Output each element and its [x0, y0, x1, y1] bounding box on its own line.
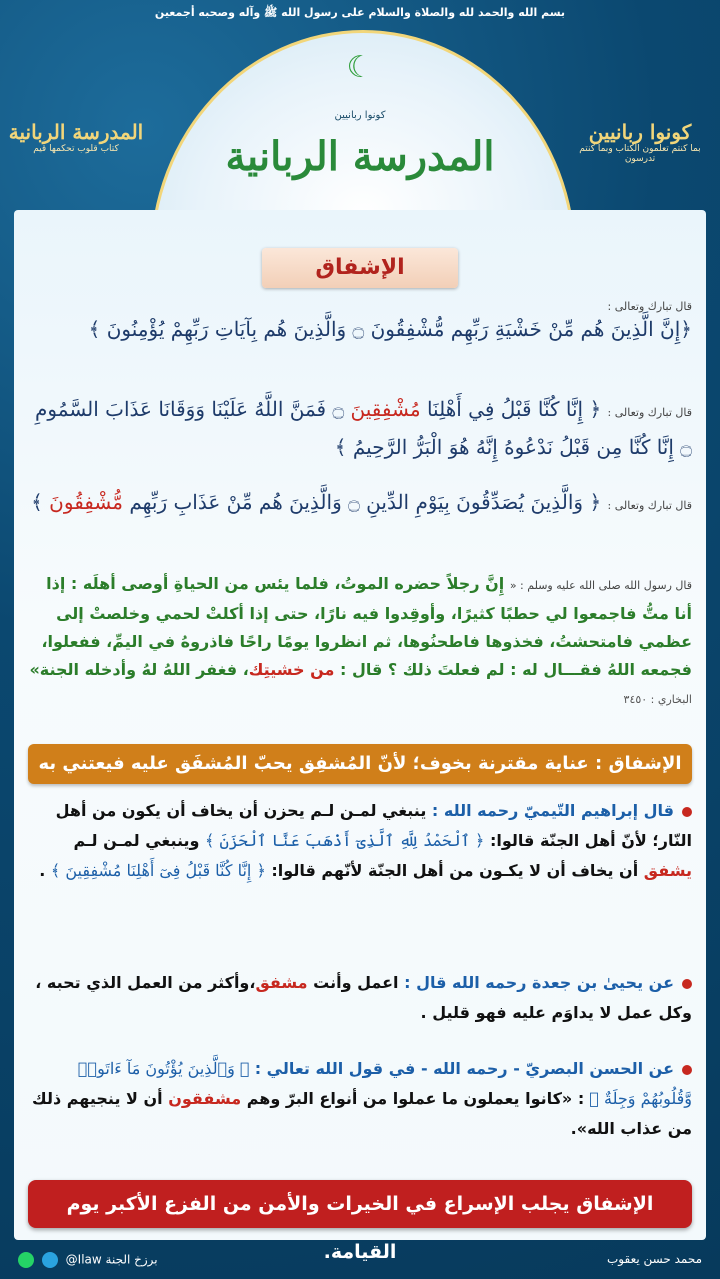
quote-highlight: يشفق	[643, 861, 692, 880]
footer	[0, 1244, 720, 1279]
hadith-highlight: من خشيتِك	[248, 660, 335, 679]
right-logo-main: كونوا ربانيين	[588, 120, 692, 144]
verse-text-part: ﴾	[31, 490, 50, 514]
conclusion-banner: الإشفاق يجلب الإسراع في الخيرات والأمن من الفزع الأكبر يوم القيامة.	[28, 1180, 692, 1228]
telegram-icon[interactable]	[42, 1252, 58, 1268]
hadith-text: ، فغفر اللهُ لهُ وأدخله الجنة»	[29, 660, 249, 679]
center-logo-sub: كونوا ربانيين	[334, 110, 386, 121]
whatsapp-icon[interactable]	[18, 1252, 34, 1268]
verse-block-3	[28, 485, 692, 523]
quote-highlight: مشفق	[255, 973, 308, 992]
verse-text-part: ﴿ وَالَّذِينَ يُصَدِّقُونَ بِيَوْمِ الدِّينِ ۝ وَالَّذِينَ هُم مِّنْ عَذَابِ رَبِّهِم	[122, 490, 602, 514]
quote-speaker: عن يحيىٰ بن جعدة رحمه الله قال :	[404, 973, 674, 992]
verse-text	[28, 313, 692, 345]
quote-verse: ﴿ إِنَّا كُنَّا قَبْلُ فِىٓ أَهْلِنَا مُشْفِقِينَ ﴾	[50, 861, 266, 880]
quote-text: أن يخاف أن لا يكـون من أهل الجنّة لأنّهم قالوا:	[265, 861, 644, 880]
left-logo-sub: كتاب قلوب تحكمها قيم	[33, 144, 119, 154]
right-logo	[570, 120, 710, 200]
verse-intro: قال تبارك وتعالى :	[607, 406, 692, 419]
quote-text: أن لا ينجيهم ذلك من عذاب الله».	[32, 1089, 692, 1138]
page-title: الإشفاق	[262, 248, 458, 288]
verse-text-part: ۝ فَمَنَّ اللَّهُ عَلَيْنَا وَوَقَانَا عَذَابَ السَّمُومِ ۝ إِنَّا كُنَّا مِن قَبْلُ نَدْعُوهُ إِنَّهُ هُوَ الْبَرُّ الرَّحِيمُ ﴾	[35, 397, 692, 459]
hadith-reference: البخاري : ٣٤٥٠	[623, 693, 692, 706]
verse-block-1	[28, 300, 692, 345]
left-logo-main: المدرسة الربانية	[8, 120, 144, 144]
verse-highlight: مُشْفِقِينَ	[350, 397, 421, 421]
quote-verse: ﴿ وَٱلَّذِينَ يُؤْتُونَ مَآ ءَاتَوا۟ وَّقُلُوبُهُمْ وَجِلَةٌ ﴾	[77, 1059, 692, 1108]
quote-text: ،وأكثر من العمل الذي تحبه ، وكل عمل لا يداوَم عليه فهو قليل .	[35, 973, 692, 1022]
center-logo-main: المدرسة الربانية	[225, 133, 495, 180]
center-logo	[225, 110, 495, 205]
quote-text: ينبغي لمـن لـم يحزن أن يخاف أن يكون من أهل النّار؛ لأنّ أهل الجنّة قالوا:	[55, 801, 692, 850]
hadith-text: إِنَّ رجلاً حضره الموتُ، فلما يئس من الحياةِ أوصى أهلَه : إذا أنا متُّ فاجمعوا لي حطبًا كثيرًا، وأوقِدوا فيه نارًا، حتى إذا أكلتْ لحمي وخلصتْ إلى عظمي فامتحشتُ، فخذوها فاطحنُوها، ثم انظروا يومًا راحًا فاذروهُ في اليمِّ، ففعلوا، فجمعه اللهُ فقـــال له : لم فعلتَ ذلك ؟ قال :	[41, 574, 692, 679]
footer-handle: @Ilaw برزخ الجنة	[65, 1252, 158, 1267]
right-logo-sub: بما كنتم تعلمون الكتاب وبما كنتم تدرسون	[579, 144, 701, 164]
bullet-dot-icon	[682, 807, 692, 817]
verse-block-2	[28, 392, 692, 464]
header-line: بسم الله والحمد لله والصلاة والسلام على رسول الله ﷺ وآله وصحبه أجمعين	[154, 6, 566, 19]
bullet-dot-icon	[682, 1065, 692, 1075]
quote-text: : «كانوا يعملون ما عملوا من أنواع البرّ وهم	[241, 1089, 585, 1108]
bullet-dot-icon	[682, 979, 692, 989]
crescent-icon: ☾	[346, 50, 374, 85]
footer-social[interactable]	[18, 1252, 158, 1268]
quote-speaker: قال إبراهيم التّيميّ رحمه الله :	[431, 801, 674, 820]
verse-text-part: ﴿ إِنَّا كُنَّا قَبْلُ فِي أَهْلِنَا	[420, 397, 602, 421]
quote-item-1	[28, 796, 692, 886]
quote-text: وينبغي لمـن لـم	[73, 831, 206, 850]
definition-banner: الإشفاق : عناية مقترنة بخوف؛ لأنّ المُشفِق يحبّ المُشفَق عليه فيعتني به	[28, 744, 692, 784]
hadith-block	[28, 570, 692, 714]
verse-text-part: ﴿إِنَّ الَّذِينَ هُم مِّنْ خَشْيَةِ رَبِّهِم مُّشْفِقُونَ ۝ وَالَّذِينَ هُم بِآيَاتِ رَبِّهِمْ يُؤْمِنُونَ ﴾	[88, 317, 692, 341]
quote-text: اعمل وأنت	[307, 973, 405, 992]
quote-verse: ﴿ ٱلْحَمْدُ لِلَّهِ ٱلَّذِىٓ أَذْهَبَ عَنَّا ٱلْحَزَنَ ﴾	[205, 831, 485, 850]
quote-item-2	[28, 968, 692, 1028]
verse-highlight: مُّشْفِقُونَ	[49, 490, 123, 514]
quote-item-3	[28, 1054, 692, 1144]
footer-signature: محمد حسن يعقوب	[607, 1252, 702, 1266]
hadith-intro: قال رسول الله صلى الله عليه وسلم : «	[509, 579, 692, 592]
quote-text: .	[39, 861, 51, 880]
verse-intro: قال تبارك وتعالى :	[607, 300, 692, 313]
verse-text	[28, 392, 692, 464]
quote-highlight: مشفقون	[168, 1089, 242, 1108]
verse-intro: قال تبارك وتعالى :	[607, 499, 692, 512]
quote-speaker: عن الحسن البصريّ - رحمه الله - في قول الله تعالي :	[254, 1059, 674, 1078]
left-logo	[6, 120, 146, 200]
verse-text	[28, 485, 692, 523]
